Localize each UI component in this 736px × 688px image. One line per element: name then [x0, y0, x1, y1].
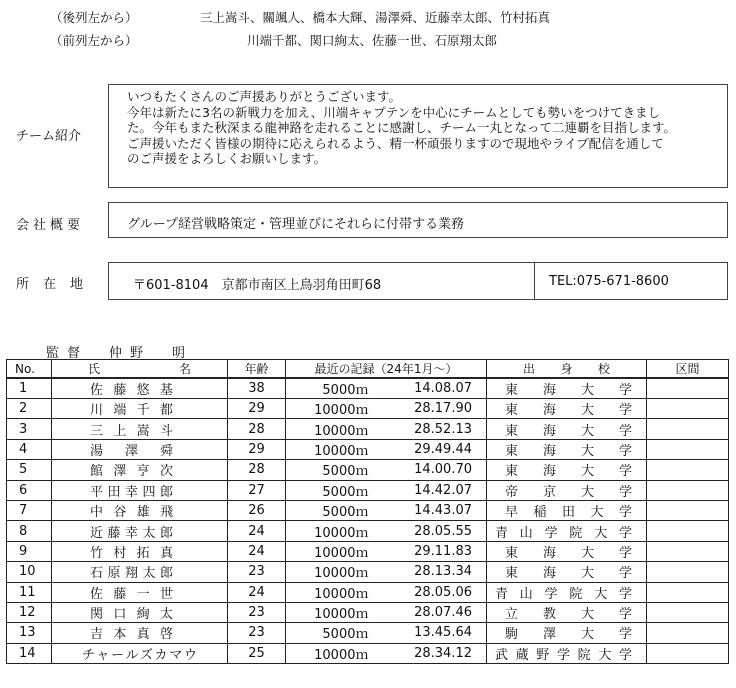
row-distance: 10000ｍ [286, 521, 377, 541]
row-time: 14.08.07 [377, 378, 487, 399]
header-school: 出身校 [487, 360, 647, 379]
header-section: 区間 [647, 360, 729, 379]
row-time: 28.17.90 [377, 399, 487, 419]
roster-table [6, 359, 729, 664]
header-name: 氏名 [52, 360, 228, 379]
row-distance: 5000ｍ [286, 378, 377, 399]
row-school: 武蔵野学院大学 [487, 643, 647, 663]
company-value: グループ経営戦略策定・管理並びにそれらに付帯する業務 [127, 217, 464, 232]
header-age: 年齢 [228, 360, 286, 379]
row-school: 早稲田大学 [487, 500, 647, 520]
row-name: 関口絢太 [52, 602, 228, 622]
row-age: 24 [228, 521, 286, 541]
row-distance: 10000ｍ [286, 643, 377, 663]
row-no: 5 [7, 460, 52, 480]
table-row [7, 378, 729, 399]
row-name: 石原翔太郎 [52, 562, 228, 582]
row-school: 帝京大学 [487, 480, 647, 500]
table-row [7, 439, 729, 459]
row-name: 中谷雄飛 [52, 500, 228, 520]
row-distance: 10000ｍ [286, 602, 377, 622]
row-section [647, 521, 729, 541]
address-label: 所在地 [16, 277, 98, 292]
row-name: 近藤幸太郎 [52, 521, 228, 541]
team-intro-line: 今年は新たに3名の新戦力を加え、川端キャプテンを中心にチームとしても勢いをつけてきまし [127, 104, 661, 120]
team-intro-line: のご声援をよろしくお願いします。 [127, 151, 327, 167]
row-time: 14.43.07 [377, 500, 487, 520]
row-school: 東海大学 [487, 419, 647, 439]
front-row-label: （前列左から） [50, 33, 138, 48]
address-divider [534, 263, 535, 299]
row-time: 28.13.34 [377, 562, 487, 582]
row-section [647, 541, 729, 561]
row-time: 14.00.70 [377, 460, 487, 480]
row-no: 2 [7, 399, 52, 419]
team-intro-line: いつもたくさんのご声援ありがとうございます。 [127, 89, 402, 104]
row-section [647, 582, 729, 602]
back-row-label: （後列左から） [50, 10, 138, 25]
row-no: 3 [7, 419, 52, 439]
company-box [108, 202, 728, 238]
row-no: 14 [7, 643, 52, 663]
row-time: 13.45.64 [377, 623, 487, 643]
row-age: 27 [228, 480, 286, 500]
table-row [7, 460, 729, 480]
row-no: 8 [7, 521, 52, 541]
row-time: 28.05.55 [377, 521, 487, 541]
back-row-names: 三上嵩斗、關颯人、橋本大輝、湯澤舜、近藤幸太郎、竹村拓真 [200, 10, 551, 25]
row-age: 28 [228, 419, 286, 439]
row-age: 23 [228, 623, 286, 643]
row-time: 28.52.13 [377, 419, 487, 439]
row-distance: 5000ｍ [286, 500, 377, 520]
row-school: 青山学院大学 [487, 521, 647, 541]
header-record: 最近の記録（24年1月～） [286, 360, 487, 379]
row-no: 12 [7, 602, 52, 622]
row-section [647, 419, 729, 439]
team-intro-label: チーム紹介 [16, 129, 82, 144]
row-section [647, 602, 729, 622]
row-name: 湯澤舜 [52, 439, 228, 459]
row-section [647, 623, 729, 643]
row-age: 25 [228, 643, 286, 663]
table-row [7, 623, 729, 643]
row-time: 29.11.83 [377, 541, 487, 561]
row-name: 吉本真啓 [52, 623, 228, 643]
row-section [647, 643, 729, 663]
row-age: 28 [228, 460, 286, 480]
row-distance: 10000ｍ [286, 439, 377, 459]
row-name: 佐藤一世 [52, 582, 228, 602]
row-school: 東海大学 [487, 562, 647, 582]
row-section [647, 378, 729, 399]
row-section [647, 480, 729, 500]
table-row [7, 562, 729, 582]
row-distance: 10000ｍ [286, 541, 377, 561]
row-age: 23 [228, 602, 286, 622]
row-school: 東海大学 [487, 439, 647, 459]
roster-header-row [7, 360, 729, 379]
row-distance: 5000ｍ [286, 480, 377, 500]
row-age: 38 [228, 378, 286, 399]
row-section [647, 460, 729, 480]
row-name: 館澤亨次 [52, 460, 228, 480]
coach-line: 監督 仲野 明 [46, 346, 194, 361]
row-name: 竹村拓真 [52, 541, 228, 561]
row-distance: 5000ｍ [286, 460, 377, 480]
row-no: 6 [7, 480, 52, 500]
header-no: No. [7, 360, 52, 379]
row-age: 29 [228, 399, 286, 419]
row-time: 28.05.06 [377, 582, 487, 602]
row-time: 28.07.46 [377, 602, 487, 622]
table-row [7, 500, 729, 520]
table-row [7, 541, 729, 561]
row-school: 東海大学 [487, 399, 647, 419]
table-row [7, 602, 729, 622]
row-no: 13 [7, 623, 52, 643]
team-intro-box [108, 84, 728, 188]
tel-number: TEL:075-671-8600 [549, 274, 669, 289]
row-time: 28.34.12 [377, 643, 487, 663]
table-row [7, 480, 729, 500]
row-time: 29.49.44 [377, 439, 487, 459]
table-row [7, 521, 729, 541]
row-school: 東海大学 [487, 460, 647, 480]
row-time: 14.42.07 [377, 480, 487, 500]
row-no: 11 [7, 582, 52, 602]
company-label: 会社概要 [16, 218, 85, 233]
row-age: 29 [228, 439, 286, 459]
row-no: 4 [7, 439, 52, 459]
row-distance: 10000ｍ [286, 562, 377, 582]
row-age: 24 [228, 582, 286, 602]
row-distance: 10000ｍ [286, 582, 377, 602]
row-section [647, 562, 729, 582]
row-name: 川端千都 [52, 399, 228, 419]
row-section [647, 439, 729, 459]
row-age: 23 [228, 562, 286, 582]
row-no: 1 [7, 378, 52, 399]
row-age: 24 [228, 541, 286, 561]
row-name: 佐藤悠基 [52, 378, 228, 399]
row-age: 26 [228, 500, 286, 520]
row-school: 東海大学 [487, 541, 647, 561]
front-row-names: 川端千都、関口絢太、佐藤一世、石原翔太郎 [247, 33, 498, 48]
row-name: 三上嵩斗 [52, 419, 228, 439]
row-school: 駒澤大学 [487, 623, 647, 643]
row-name: 平田幸四郎 [52, 480, 228, 500]
row-distance: 10000ｍ [286, 419, 377, 439]
row-distance: 10000ｍ [286, 399, 377, 419]
table-row [7, 643, 729, 663]
row-school: 青山学院大学 [487, 582, 647, 602]
row-name: チャールズカマウ [52, 643, 228, 663]
row-school: 東海大学 [487, 378, 647, 399]
address-box [108, 262, 728, 300]
table-row [7, 399, 729, 419]
row-distance: 5000ｍ [286, 623, 377, 643]
table-row [7, 582, 729, 602]
postal-address: 〒601-8104 京都市南区上鳥羽角田町68 [133, 278, 382, 293]
team-intro-line: た。今年もまた秋深まる龍神路を走れることに感謝し、チーム一丸となって二連覇を目指します。 [127, 120, 677, 136]
row-section [647, 399, 729, 419]
team-intro-line: ご声援いただく皆様の期待に応えられるよう、精一杯頑張りますので現地やライブ配信を通して [127, 135, 664, 151]
row-no: 10 [7, 562, 52, 582]
table-row [7, 419, 729, 439]
row-no: 7 [7, 500, 52, 520]
row-no: 9 [7, 541, 52, 561]
row-school: 立教大学 [487, 602, 647, 622]
row-section [647, 500, 729, 520]
